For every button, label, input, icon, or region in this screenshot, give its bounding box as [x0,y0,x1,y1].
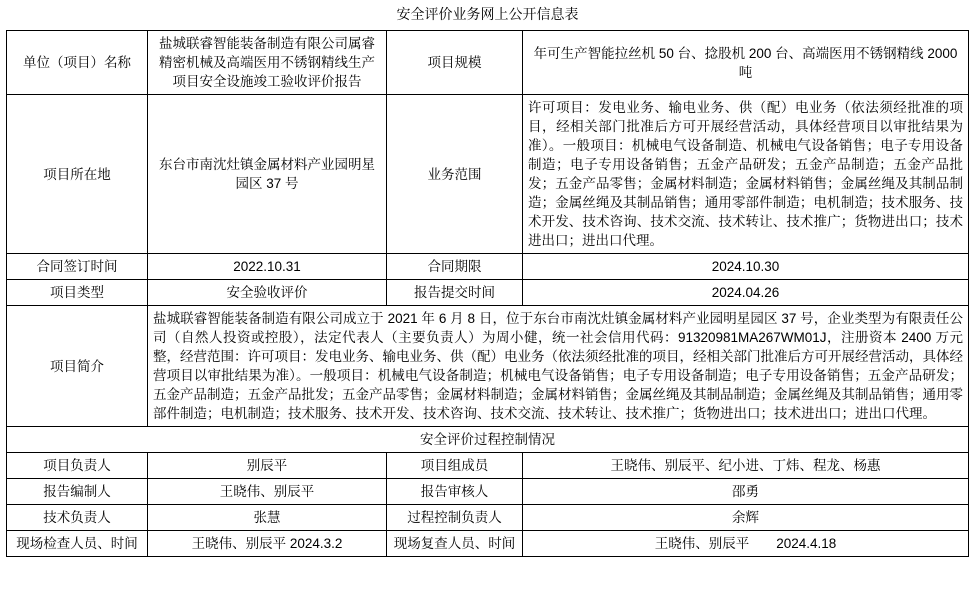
contract-sign-value: 2022.10.31 [148,254,387,280]
table-row [7,453,969,479]
table-row [7,31,969,95]
site-recheck-label: 现场复查人员、时间 [387,531,523,557]
project-type-label: 项目类型 [7,280,148,306]
business-scope-value: 许可项目：发电业务、输电业务、供（配）电业务（依法须经批准的项目，经相关部门批准后方可开展经营活动，具体经营项目以审批结果为准）。一般项目：机械电气设备制造、机械电气设备销售；电子专用设备制造；电子专用设备销售；五金产品研发；五金产品制造；五金产品批发；五金产品零售；金属材料制造；金属材料销售；金属丝绳及其制品制造；金属丝绳及其制品销售；通用零部件制造；电机制造；技术服务、技术开发、技术咨询、技术交流、技术转让、技术推广；货物进出口；技术进出口；进出口代理。 [523,95,969,254]
site-inspection-value: 王晓伟、别辰平 2024.3.2 [148,531,387,557]
table-row [7,254,969,280]
site-inspection-label: 现场检查人员、时间 [7,531,148,557]
report-submit-value: 2024.04.26 [523,280,969,306]
process-control-leader-label: 过程控制负责人 [387,505,523,531]
table-row [7,479,969,505]
project-scale-label: 项目规模 [387,31,523,95]
process-section-header: 安全评价过程控制情况 [7,427,969,453]
location-label: 项目所在地 [7,95,148,254]
tech-leader-value: 张慧 [148,505,387,531]
intro-value: 盐城联睿智能装备制造有限公司成立于 2021 年 6 月 8 日，位于东台市南沈灶镇金属材料产业园明星园区 37 号，企业类型为有限责任公司（自然人投资或控股），法定代表人（主要负责人）为周小健，统一社会信用代码：91320981MA267WM01J，注册资本 2400 万元整，经营范围：许可项目：发电业务、输电业务、供（配）电业务（依法须经批准的项目，经相关部门批准后方可开展经营活动，具体经营项目以审批结果为准）。一般项目：机械电气设备制造；机械电气设备销售；电子专用设备制造；电子专用设备销售；五金产品研发；五金产品制造；五金产品批发；五金产品零售；金属材料制造；金属材料销售；金属丝绳及其制品制造；金属丝绳及其制品销售；通用零部件制造；电机制造；技术服务、技术开发、技术咨询、技术交流、技术转让、技术推广；货物进出口；技术进出口；进出口代理。 [148,306,969,427]
site-recheck-value: 王晓伟、别辰平 2024.4.18 [523,531,969,557]
report-submit-label: 报告提交时间 [387,280,523,306]
tech-leader-label: 技术负责人 [7,505,148,531]
page-title: 安全评价业务网上公开信息表 [396,6,579,22]
table-row [7,505,969,531]
project-members-label: 项目组成员 [387,453,523,479]
process-control-leader-value: 余辉 [523,505,969,531]
report-writer-value: 王晓伟、别辰平 [148,479,387,505]
project-members-value: 王晓伟、别辰平、纪小进、丁炜、程龙、杨惠 [523,453,969,479]
table-row [7,531,969,557]
table-row [7,280,969,306]
intro-label: 项目简介 [7,306,148,427]
project-leader-label: 项目负责人 [7,453,148,479]
table-row [7,306,969,427]
report-writer-label: 报告编制人 [7,479,148,505]
project-scale-value: 年可生产智能拉丝机 50 台、捻股机 200 台、高端医用不锈钢精线 2000 吨 [523,31,969,95]
report-reviewer-label: 报告审核人 [387,479,523,505]
public-info-table [6,30,969,557]
location-value: 东台市南沈灶镇金属材料产业园明星园区 37 号 [148,95,387,254]
contract-term-label: 合同期限 [387,254,523,280]
table-row [7,427,969,453]
business-scope-label: 业务范围 [387,95,523,254]
table-row [7,95,969,254]
contract-term-value: 2024.10.30 [523,254,969,280]
unit-name-label: 单位（项目）名称 [7,31,148,95]
project-leader-value: 别辰平 [148,453,387,479]
unit-name-value: 盐城联睿智能装备制造有限公司属睿精密机械及高端医用不锈钢精线生产项目安全设施竣工验收评价报告 [148,31,387,95]
contract-sign-label: 合同签订时间 [7,254,148,280]
report-reviewer-value: 邵勇 [523,479,969,505]
project-type-value: 安全验收评价 [148,280,387,306]
